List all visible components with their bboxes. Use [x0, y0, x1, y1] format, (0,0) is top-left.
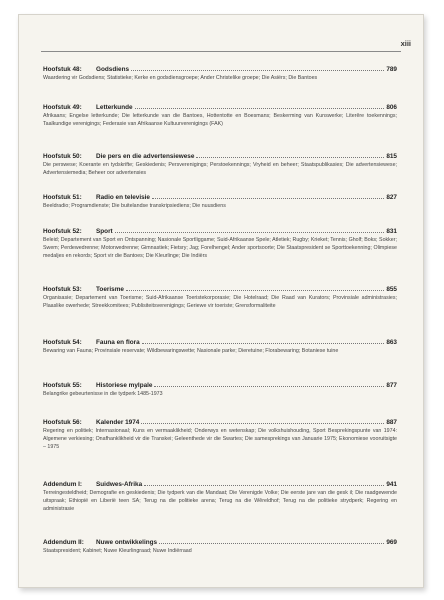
chapter-subtopics: Belangrike gebeurtenisse in die tydperk 1485-1973 — [43, 391, 163, 397]
toc-entry — [43, 285, 397, 311]
toc-entry — [43, 65, 397, 83]
chapter-page: 863 — [386, 339, 397, 346]
dot-leader — [196, 152, 384, 158]
chapter-label: Hoofstuk 53: — [43, 286, 82, 293]
chapter-label: Hoofstuk 52: — [43, 228, 82, 235]
toc-heading — [43, 65, 397, 73]
toc-heading — [43, 103, 397, 111]
toc-heading — [43, 480, 397, 488]
chapter-page: 855 — [386, 286, 397, 293]
toc-entry — [43, 152, 397, 178]
dot-leader — [131, 65, 384, 71]
toc-heading — [43, 285, 397, 293]
chapter-page: 831 — [386, 228, 397, 235]
dot-leader — [154, 381, 384, 387]
chapter-title: Historiese mylpale — [96, 382, 153, 389]
dot-leader — [126, 285, 384, 291]
chapter-page: 877 — [386, 382, 397, 389]
chapter-label: Hoofstuk 56: — [43, 419, 82, 426]
chapter-title: Nuwe ontwikkelings — [96, 539, 158, 546]
dot-leader — [152, 193, 384, 199]
dot-leader — [159, 538, 384, 544]
chapter-label: Addendum II: — [43, 539, 84, 546]
chapter-title: Radio en televisie — [96, 194, 150, 201]
chapter-subtopics: Regering en politiek; Internasionaal; Kuns en vermaaklikheid; Onderwys en wetenskap; Die volkshuishouding, Sport Besprekingspunte van 1974: Algemene verkiesing; Onafhanklikheid vir die Transkei; Geleenthede vir die Swartes; Die samesprekings van Januarie 1975; Ekonomiese vooruitsigte – 1975 — [43, 428, 397, 450]
chapter-subtopics: Waardering vir Godsdiens; Statistieke; Kerke en godsdiensgroepe; Ander Christelike groepe; Die Asiërs; Die Bantoes — [43, 75, 318, 81]
toc-heading — [43, 338, 397, 346]
chapter-subtopics: Die perswese; Koerante en tydskrifte; Geskiedenis; Persverenigings; Perstoekennings; Vryheid en beheer; Staatspublikasies; Die advertensiewese; Advertensiemedia; Beheer oor advertensies — [43, 162, 397, 176]
chapter-subtopics: Organisasie; Departement van Toerisme; Suid-Afrikaanse Toeristekorporasie; Die Hotelraad; Die Raad van Kurators; Provinsiale administrasies; Plaaslike owerhede; Streekkomitees; Publisiteitsverenigings; Geriewe vir toeriste; Grensformaliteite — [43, 295, 397, 309]
chapter-page: 827 — [386, 194, 397, 201]
toc-heading — [43, 381, 397, 389]
chapter-label: Hoofstuk 48: — [43, 66, 82, 73]
chapter-title: Toerisme — [96, 286, 124, 293]
chapter-title: Letterkunde — [96, 104, 133, 111]
toc-entry — [43, 338, 397, 356]
chapter-subtopics: Beeldradio; Programdienste; Die buitelandse transkripsiediens; Die nuusdiens — [43, 203, 226, 209]
chapter-label: Hoofstuk 49: — [43, 104, 82, 111]
chapter-label: Hoofstuk 50: — [43, 153, 82, 160]
chapter-label: Hoofstuk 55: — [43, 382, 82, 389]
chapter-subtopics: Terreingesteldheid; Demografie en geskiedenis; Die tydperk van die Mandaat; Die Verenigde Volke; Die eerste jare van die gesk il; Die raadgewende uitspraak; Ethiopië en Liberië teen SA; Terug na die politieke arena; Terug na die Wêreldhof; Terug na die politieke strydperk; Regering en administrasie — [43, 490, 397, 512]
toc-entry — [43, 193, 397, 211]
chapter-label: Hoofstuk 54: — [43, 339, 82, 346]
chapter-page: 941 — [386, 481, 397, 488]
toc-entry — [43, 381, 397, 399]
toc-heading — [43, 418, 397, 426]
chapter-page: 789 — [386, 66, 397, 73]
chapter-page: 815 — [386, 153, 397, 160]
dot-leader — [141, 418, 384, 424]
chapter-title: Godsdiens — [96, 66, 130, 73]
chapter-title: Sport — [96, 228, 113, 235]
chapter-page: 887 — [386, 419, 397, 426]
page-number: xiii — [400, 39, 411, 48]
chapter-page: 806 — [386, 104, 397, 111]
chapter-title: Suidwes-Afrika — [96, 481, 143, 488]
chapter-label: Hoofstuk 51: — [43, 194, 82, 201]
toc-heading — [43, 152, 397, 160]
chapter-title: Die pers en die advertensiewese — [96, 153, 195, 160]
chapter-subtopics: Bewaring van Fauna; Provinsiale reservate; Wildbewaringswette; Nasionale parke; Dieretuine; Florabewaring; Botaniese tuine — [43, 348, 339, 354]
chapter-title: Fauna en flora — [96, 339, 140, 346]
toc-heading — [43, 193, 397, 201]
toc-entry — [43, 227, 397, 261]
dot-leader — [142, 338, 385, 344]
chapter-subtopics: Afrikaans; Engelse letterkunde; Die letterkunde van die Bantoes, Hottentotte en Boesmans; Beskerming van Kunswerke; Literêre toekennings; Taalkundige verenigings; Federasie van Afrikaanse Kultuurverenigings (FAK) — [43, 113, 397, 127]
chapter-subtopics: Beleid; Departement van Sport en Ontspanning; Nasionale Sportliggame; Suid-Afrikaanse Spele; Atletiek; Rugby; Krieket; Tennis; Gholf; Boks; Sokker; Swem; Perdewedrenne; Motorwedrenne; Gimnastiek; Fietsry; Jag; Forelhengel; Ander sportsoorte; Die Staatspresident se Sporttoekenning; Olimpiese medaljes en rekords; Sport vir die Bantoes; Die Kleurlinge; Die Indiërs — [43, 237, 397, 259]
chapter-label: Addendum I: — [43, 481, 83, 488]
book-page — [18, 14, 424, 588]
toc-entry — [43, 418, 397, 452]
dot-leader — [144, 480, 384, 486]
dot-leader — [135, 103, 385, 109]
chapter-title: Kalender 1974 — [96, 419, 140, 426]
header-rule — [41, 51, 401, 52]
toc-heading — [43, 538, 397, 546]
toc-entry — [43, 480, 397, 514]
toc-entry — [43, 103, 397, 129]
toc-heading — [43, 227, 397, 235]
chapter-subtopics: Staatspresident; Kabinet; Nuwe Kleurlingraad; Nuwe Indiërraad — [43, 548, 192, 554]
dot-leader — [115, 227, 385, 233]
chapter-page: 969 — [386, 539, 397, 546]
toc-entry — [43, 538, 397, 556]
